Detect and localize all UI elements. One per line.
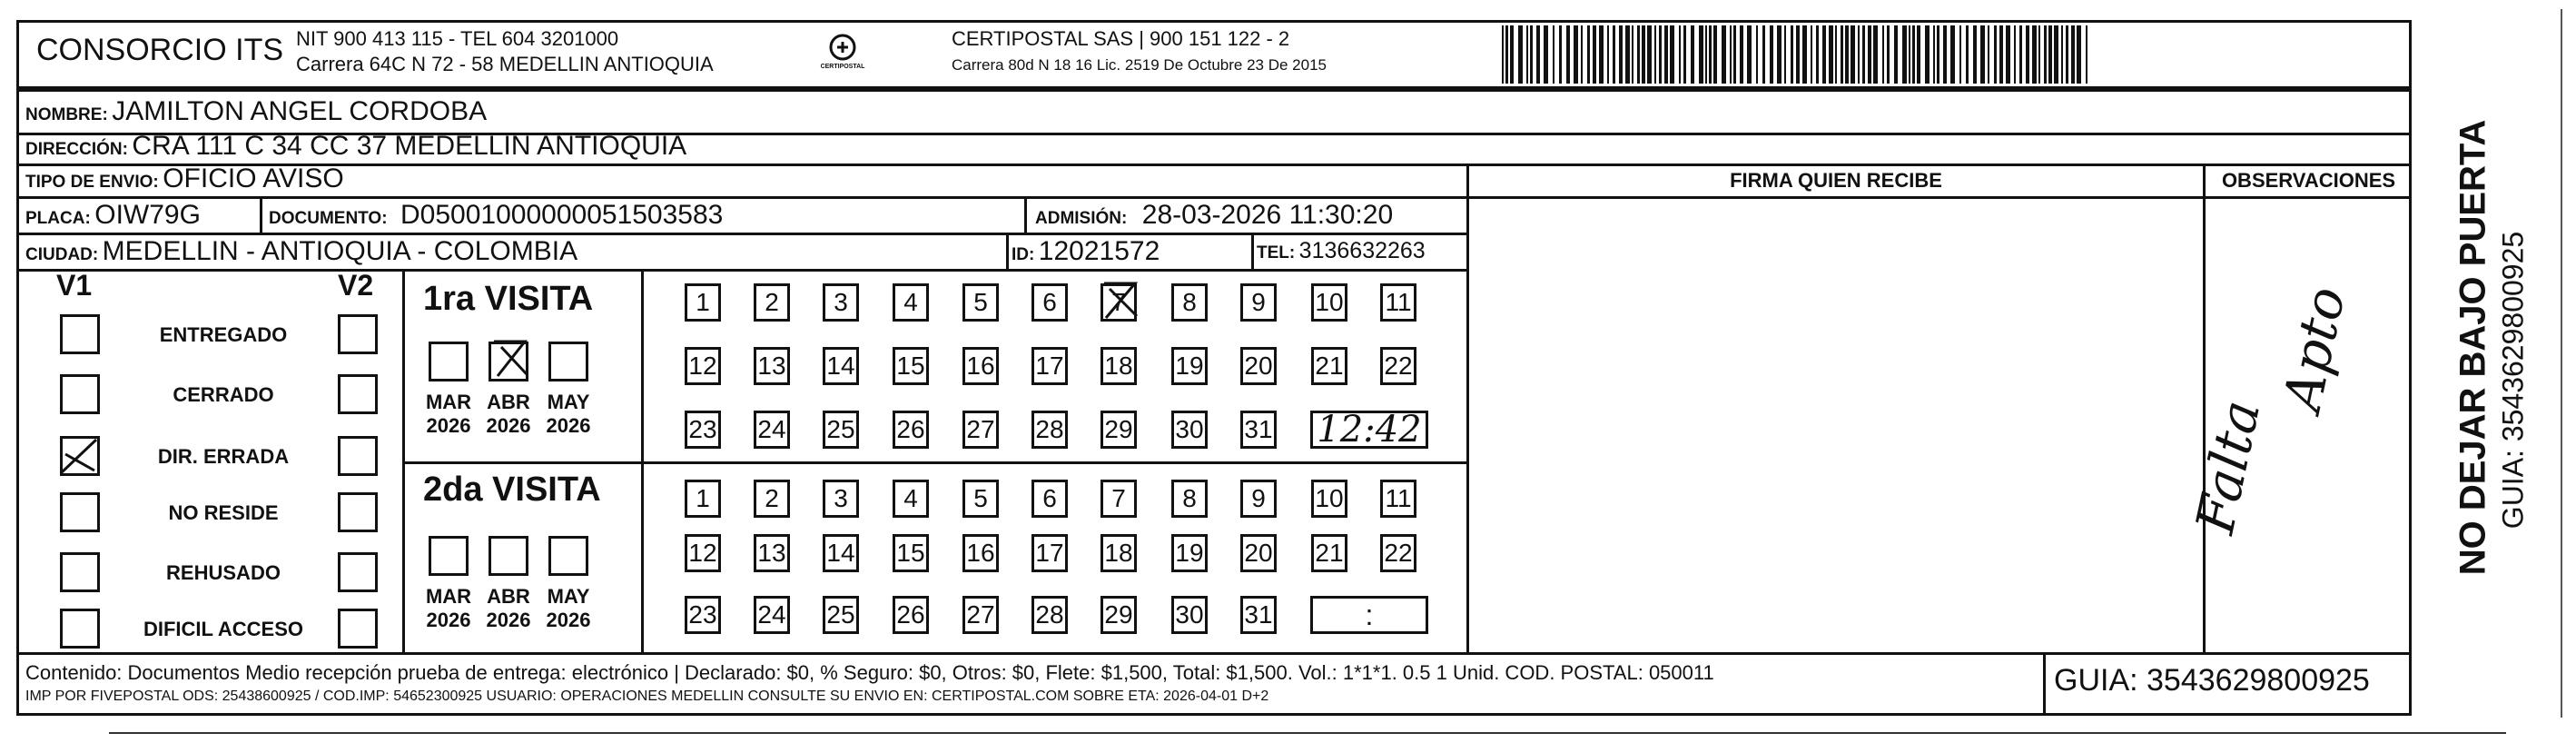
company-address: Carrera 64C N 72 - 58 MEDELLIN ANTIOQUIA <box>296 53 714 75</box>
barcode-bar <box>1559 25 1562 84</box>
month-checkbox[interactable] <box>548 536 588 576</box>
barcode-bar <box>2014 25 2016 84</box>
placa-cell <box>25 200 201 231</box>
barcode-bar <box>1841 25 1843 84</box>
month-year: 2026 <box>486 414 531 437</box>
scan-edge-right <box>2561 9 2562 718</box>
day-box[interactable]: 11 <box>1380 283 1416 322</box>
day-box[interactable]: 22 <box>1380 347 1416 385</box>
barcode-bar <box>1625 25 1630 84</box>
day-box[interactable]: 31 <box>1240 411 1277 449</box>
barcode-bar <box>1933 25 1935 84</box>
day-box[interactable]: 30 <box>1171 596 1208 634</box>
v2-label: V2 <box>338 269 374 302</box>
documento-label: DOCUMENTO: <box>269 209 388 228</box>
barcode-bar <box>2044 25 2047 84</box>
barcode-bar <box>1647 25 1652 84</box>
barcode-bar <box>1973 25 1977 84</box>
v1-checkbox[interactable] <box>60 436 100 476</box>
certipostal-logo <box>815 27 870 82</box>
direccion-row <box>25 131 686 162</box>
day-box[interactable]: 12 <box>685 534 721 572</box>
barcode-bar <box>1505 25 1508 84</box>
barcode-bar <box>2071 25 2075 84</box>
placa-value: OIW79G <box>94 200 201 230</box>
barcode-bar <box>1902 25 1907 84</box>
day-box[interactable]: 2 <box>754 480 790 518</box>
admision-cell <box>1035 200 1393 231</box>
day-box[interactable]: 19 <box>1171 534 1208 572</box>
day-box[interactable]: 12 <box>685 347 721 385</box>
barcode-bar <box>1581 25 1583 84</box>
barcode-bar <box>1530 25 1533 84</box>
barcode-bar <box>1994 25 1997 84</box>
barcode-bar <box>1587 25 1590 84</box>
barcode-bar <box>1670 25 1674 84</box>
barcode-bar <box>1959 25 1961 84</box>
barcode-bar <box>1683 25 1686 84</box>
day-box[interactable]: 4 <box>893 480 929 518</box>
v2-checkbox[interactable] <box>338 492 378 532</box>
nombre-value: JAMILTON ANGEL CORDOBA <box>112 96 488 126</box>
month-checkbox[interactable] <box>429 342 469 381</box>
barcode-bar <box>1691 25 1694 84</box>
barcode-bar <box>1943 25 1947 84</box>
barcode-bar <box>2077 25 2081 84</box>
month-checkbox[interactable] <box>489 342 528 381</box>
placa-label: PLACA: <box>25 209 91 228</box>
barcode-bar <box>1510 25 1514 84</box>
month-year: 2026 <box>486 609 531 631</box>
ciudad-value: MEDELLIN - ANTIOQUIA - COLOMBIA <box>102 236 578 266</box>
barcode-bar <box>1811 25 1812 84</box>
observaciones-handwriting <box>2184 254 2406 636</box>
v2-checkbox[interactable] <box>338 609 378 649</box>
v2-checkbox[interactable] <box>338 314 378 354</box>
id-cell <box>1012 236 1160 267</box>
visit1-title: 1ra VISITA <box>423 280 594 318</box>
v1-checkbox[interactable] <box>60 374 100 414</box>
barcode-bar <box>2019 25 2022 84</box>
barcode-bar <box>2038 25 2040 84</box>
barcode-bar <box>1642 25 1645 84</box>
footer-imp: IMP POR FIVEPOSTAL ODS: 25438600925 / COD.IMP: 54652300925 USUARIO: OPERACIONES MEDELLIN CONSULTE SU ENVIO EN: CERTIPOSTAL.COM SOBRE ETA: 2026-04-01 D+2 <box>25 689 1269 704</box>
month-year: 2026 <box>426 414 471 437</box>
id-label: ID: <box>1012 245 1035 264</box>
barcode-bar <box>1637 25 1640 84</box>
day-box[interactable]: 16 <box>962 347 999 385</box>
day-box[interactable]: 21 <box>1311 534 1347 572</box>
barcode-bar <box>1705 25 1707 84</box>
barcode-bar <box>1574 25 1578 84</box>
month-label: MAR <box>425 585 472 608</box>
day-box[interactable]: 26 <box>893 596 929 634</box>
barcode-bar <box>2032 25 2037 84</box>
barcode-bar <box>1699 25 1703 84</box>
day-box[interactable]: 8 <box>1171 283 1208 322</box>
firma-header: FIRMA QUIEN RECIBE <box>1730 169 1942 192</box>
day-box[interactable]: 27 <box>962 411 999 449</box>
id-value: 12021572 <box>1038 236 1160 266</box>
day-box[interactable]: 16 <box>962 534 999 572</box>
day-box[interactable]: 13 <box>754 534 790 572</box>
status-label: DIR. ERRADA <box>157 445 290 468</box>
day-box[interactable]: 21 <box>1311 347 1347 385</box>
documento-value: D05001000000051503583 <box>400 200 724 230</box>
time-field[interactable]: 12:42 <box>1310 411 1428 449</box>
barcode-bar <box>2054 25 2058 84</box>
barcode-bar <box>1909 25 1910 84</box>
barcode-bar <box>1882 25 1884 84</box>
v1-checkbox[interactable] <box>60 492 100 532</box>
day-box[interactable]: 1 <box>685 283 721 322</box>
day-box[interactable]: 3 <box>823 283 859 322</box>
barcode-bar <box>1894 25 1898 84</box>
firma-area[interactable] <box>1471 200 2201 650</box>
barcode-bar <box>1566 25 1570 84</box>
day-box[interactable]: 26 <box>893 411 929 449</box>
scan-edge-bottom <box>109 732 2506 734</box>
tel-cell <box>1257 238 1426 264</box>
tel-label: TEL: <box>1257 243 1296 263</box>
day-box[interactable]: 29 <box>1100 411 1137 449</box>
day-box[interactable]: 23 <box>685 596 721 634</box>
status-label: NO RESIDE <box>168 501 279 524</box>
day-box[interactable]: 9 <box>1240 480 1277 518</box>
barcode-bar <box>1999 25 2003 84</box>
tipo-envio-value: OFICIO AVISO <box>163 163 344 193</box>
tipo-envio-label: TIPO DE ENVIO: <box>25 173 159 192</box>
month-label: MAR <box>425 391 472 413</box>
side-warning: NO DEJAR BAJO PUERTA <box>2453 119 2493 576</box>
day-box[interactable]: 25 <box>823 411 859 449</box>
day-box[interactable]: 28 <box>1031 596 1068 634</box>
month-label: MAY <box>547 391 590 413</box>
barcode-bar <box>1747 25 1752 84</box>
barcode-bar <box>1950 25 1955 84</box>
barcode-bar <box>2048 25 2052 84</box>
company-name: CONSORCIO ITS <box>36 33 284 67</box>
day-box[interactable]: 23 <box>685 411 721 449</box>
observacion-word-1: Falta <box>2184 394 2273 540</box>
day-box[interactable]: 6 <box>1031 283 1068 322</box>
barcode-bar <box>1762 25 1765 84</box>
day-box[interactable]: 17 <box>1031 534 1068 572</box>
day-box[interactable]: 17 <box>1031 347 1068 385</box>
v2-checkbox[interactable] <box>338 374 378 414</box>
barcode-bar <box>1784 25 1786 84</box>
barcode-bar <box>1873 25 1878 84</box>
barcode-bar <box>1777 25 1781 84</box>
day-box[interactable]: 6 <box>1031 480 1068 518</box>
barcode-bar <box>1925 25 1930 84</box>
barcode-bar <box>1733 25 1736 84</box>
nit-line: NIT 900 413 115 - TEL 604 3201000 <box>296 27 619 50</box>
status-label: ENTREGADO <box>159 323 288 346</box>
month-label: ABR <box>487 391 530 413</box>
day-box[interactable]: 4 <box>893 283 929 322</box>
barcode-bar <box>1937 25 1939 84</box>
barcode-bar <box>1816 25 1819 84</box>
day-box[interactable]: 19 <box>1171 347 1208 385</box>
day-box[interactable]: 29 <box>1100 596 1137 634</box>
barcode-bar <box>1829 25 1833 84</box>
tel-value: 3136632263 <box>1298 238 1426 263</box>
day-box[interactable]: 11 <box>1380 480 1416 518</box>
direccion-value: CRA 111 C 34 CC 37 MEDELLIN ANTIOQUIA <box>132 131 687 161</box>
day-box[interactable]: 25 <box>823 596 859 634</box>
day-box[interactable]: 30 <box>1171 411 1208 449</box>
barcode-bar <box>1613 25 1615 84</box>
status-label: DIFICIL ACCESO <box>143 618 303 640</box>
barcode-bar <box>2026 25 2029 84</box>
barcode-bar <box>1713 25 1717 84</box>
day-box[interactable]: 10 <box>1311 283 1347 322</box>
barcode <box>1500 25 2090 84</box>
day-box[interactable]: 7 <box>1100 480 1137 518</box>
day-box[interactable]: 1 <box>685 480 721 518</box>
day-box[interactable]: 2 <box>754 283 790 322</box>
barcode-bar <box>1659 25 1662 84</box>
footer-guia: GUIA: 3543629800925 <box>2054 663 2370 698</box>
barcode-bar <box>1862 25 1865 84</box>
barcode-bar <box>1730 25 1732 84</box>
time-field[interactable]: : <box>1310 596 1428 634</box>
ciudad-cell <box>25 236 577 267</box>
day-box[interactable]: 8 <box>1171 480 1208 518</box>
day-box[interactable]: 31 <box>1240 596 1277 634</box>
v2-checkbox[interactable] <box>338 552 378 592</box>
day-box[interactable]: 15 <box>893 347 929 385</box>
barcode-bar <box>2086 25 2087 84</box>
day-box[interactable]: 10 <box>1311 480 1347 518</box>
month-label: MAY <box>547 585 590 608</box>
day-box[interactable]: 24 <box>754 411 790 449</box>
barcode-bar <box>1679 25 1681 84</box>
barcode-bar <box>1858 25 1860 84</box>
barcode-bar <box>1536 25 1540 84</box>
barcode-bar <box>1619 25 1623 84</box>
barcode-bar <box>1756 25 1758 84</box>
month-year: 2026 <box>546 609 591 631</box>
day-box[interactable]: 5 <box>962 480 999 518</box>
barcode-bar <box>1607 25 1609 84</box>
barcode-bar <box>2066 25 2068 84</box>
day-box[interactable]: 7 <box>1100 283 1137 322</box>
direccion-label: DIRECCIÓN: <box>25 140 128 159</box>
tipo-envio-row <box>25 163 344 194</box>
v2-checkbox[interactable] <box>338 436 378 476</box>
barcode-bar <box>1988 25 1989 84</box>
nombre-label: NOMBRE: <box>25 105 108 124</box>
side-guia: GUIA: 3543629800925 <box>2496 231 2530 530</box>
status-label: CERRADO <box>173 383 274 406</box>
observaciones-header: OBSERVACIONES <box>2221 169 2396 192</box>
barcode-bar <box>2006 25 2010 84</box>
month-year: 2026 <box>426 609 471 631</box>
barcode-bar <box>1845 25 1849 84</box>
barcode-bar <box>1502 25 1504 84</box>
month-year: 2026 <box>546 414 591 437</box>
admision-value: 28-03-2026 11:30:20 <box>1141 200 1394 230</box>
v1-checkbox[interactable] <box>60 552 100 592</box>
barcode-bar <box>1966 25 1969 84</box>
barcode-bar <box>1599 25 1604 84</box>
barcode-bar <box>1544 25 1548 84</box>
v1-checkbox[interactable] <box>60 609 100 649</box>
day-box[interactable]: 13 <box>754 347 790 385</box>
month-checkbox[interactable] <box>489 536 528 576</box>
admision-label: ADMISIÓN: <box>1035 209 1128 228</box>
status-label: REHUSADO <box>166 561 281 584</box>
day-box[interactable]: 22 <box>1380 534 1416 572</box>
barcode-bar <box>1912 25 1915 84</box>
barcode-bar <box>1917 25 1920 84</box>
day-box[interactable]: 3 <box>823 480 859 518</box>
barcode-bar <box>1722 25 1726 84</box>
barcode-bar <box>1518 25 1523 84</box>
barcode-bar <box>1664 25 1668 84</box>
documento-cell <box>269 200 723 231</box>
month-label: ABR <box>487 585 530 608</box>
courier-address: Carrera 80d N 18 16 Lic. 2519 De Octubre 23 De 2015 <box>952 56 1327 74</box>
barcode-bar <box>2061 25 2063 84</box>
barcode-bar <box>1796 25 1800 84</box>
barcode-bar <box>1593 25 1596 84</box>
day-box[interactable]: 18 <box>1100 534 1137 572</box>
barcode-bar <box>1980 25 1985 84</box>
barcode-bar <box>1740 25 1743 84</box>
barcode-bar <box>1526 25 1528 84</box>
day-box[interactable]: 24 <box>754 596 790 634</box>
day-box[interactable]: 15 <box>893 534 929 572</box>
courier-line: CERTIPOSTAL SAS | 900 151 122 - 2 <box>952 27 1290 50</box>
observacion-word-2: Apto <box>2271 281 2358 417</box>
month-checkbox[interactable] <box>429 536 469 576</box>
footer-contenido: Contenido: Documentos Medio recepción prueba de entrega: electrónico | Declarado: $0, % Seguro: $0, Otros: $0, Flete: $1,500, Total: $1,500. Vol.: 1*1*1. 0.5 1 Unid. COD. POSTAL: 050011 <box>25 661 1714 684</box>
day-box[interactable]: 5 <box>962 283 999 322</box>
barcode-bar <box>1770 25 1773 84</box>
barcode-bar <box>1851 25 1855 84</box>
logo-caption: CERTIPOSTAL <box>820 64 865 70</box>
barcode-bar <box>1791 25 1793 84</box>
barcode-bar <box>1709 25 1712 84</box>
day-box[interactable]: 14 <box>823 347 859 385</box>
day-box[interactable]: 28 <box>1031 411 1068 449</box>
v1-checkbox[interactable] <box>60 314 100 354</box>
day-box[interactable]: 20 <box>1240 347 1277 385</box>
barcode-bar <box>1887 25 1890 84</box>
ciudad-label: CIUDAD: <box>25 245 99 264</box>
barcode-bar <box>1632 25 1633 84</box>
v1-label: V1 <box>56 269 93 302</box>
barcode-bar <box>1654 25 1656 84</box>
barcode-bar <box>1835 25 1837 84</box>
barcode-bar <box>1868 25 1871 84</box>
day-box[interactable]: 9 <box>1240 283 1277 322</box>
day-box[interactable]: 27 <box>962 596 999 634</box>
nombre-row <box>25 96 487 127</box>
day-box[interactable]: 18 <box>1100 347 1137 385</box>
day-box[interactable]: 20 <box>1240 534 1277 572</box>
month-checkbox[interactable] <box>548 342 588 381</box>
visit2-title: 2da VISITA <box>423 471 601 509</box>
barcode-bar <box>1802 25 1807 84</box>
side-text <box>2419 91 2530 636</box>
barcode-bar <box>1553 25 1554 84</box>
barcode-bar <box>1822 25 1826 84</box>
day-box[interactable]: 14 <box>823 534 859 572</box>
